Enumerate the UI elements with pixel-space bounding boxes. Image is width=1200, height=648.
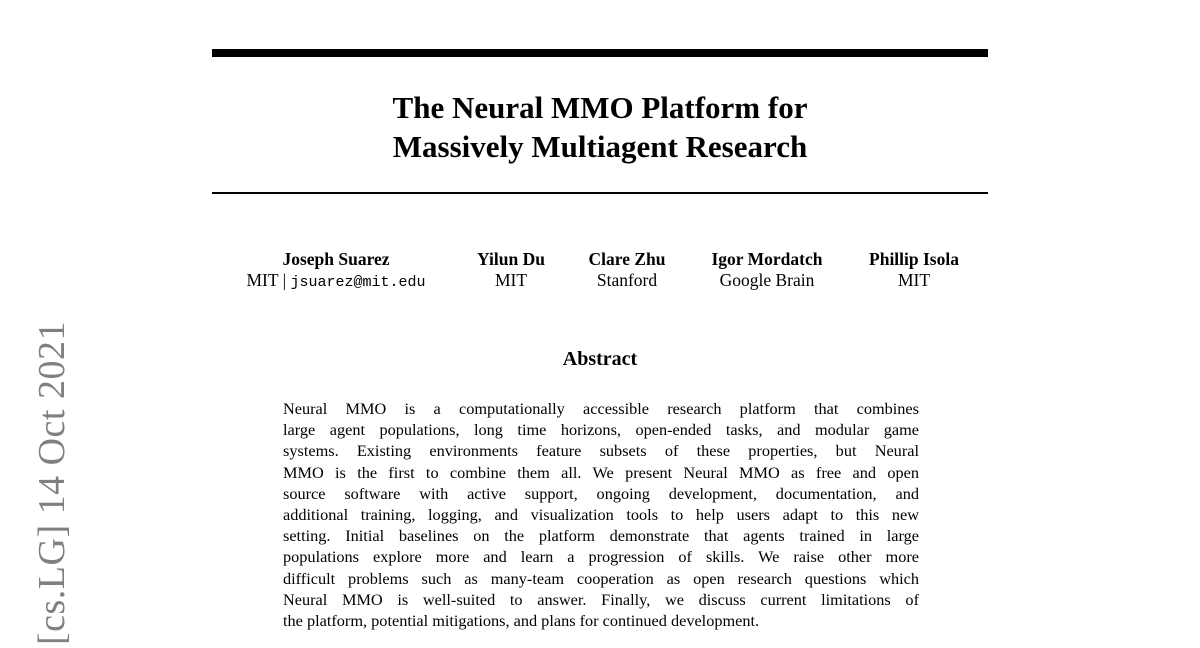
- author-affiliation: Google Brain: [719, 270, 815, 290]
- arxiv-side-stamp: [cs.LG] 14 Oct 2021: [31, 321, 73, 645]
- author-block-suarez: [232, 249, 440, 293]
- abstract-line: setting. Initial baselines on the platform demonstrate that agents trained in large: [283, 526, 919, 546]
- author-name: Phillip Isola: [869, 249, 959, 269]
- author-block-mordatch: [700, 249, 834, 291]
- author-affiliation: MIT: [897, 270, 931, 290]
- abstract-line: populations explore more and learn a progression of skills. We raise other more: [283, 547, 919, 567]
- author-block-isola: [859, 249, 969, 291]
- author-affiliation-text: MIT: [246, 270, 279, 290]
- abstract-body: [283, 398, 919, 631]
- author-affiliation: MIT | jsuarez@mit.edu: [246, 270, 426, 291]
- paper-title-line-1: The Neural MMO Platform for: [392, 90, 808, 125]
- abstract-line: systems. Existing environments feature subsets of these properties, but Neural: [283, 441, 919, 461]
- title-bottom-rule: [212, 192, 988, 194]
- author-affiliation: MIT: [494, 270, 528, 290]
- author-block-du: [468, 249, 554, 291]
- abstract-line: source software with active support, ongoing development, documentation, and: [283, 483, 919, 503]
- author-name: Yilun Du: [477, 249, 545, 269]
- abstract-line: difficult problems such as many-team cooperation as open research questions which: [283, 568, 919, 588]
- author-email: jsuarez@mit.edu: [290, 274, 426, 291]
- abstract-line: additional training, logging, and visualization tools to help users adapt to this new: [283, 504, 919, 524]
- author-name: Igor Mordatch: [711, 249, 823, 269]
- author-name: Joseph Suarez: [282, 249, 390, 269]
- paper-title: [212, 88, 988, 166]
- abstract-line: Neural MMO is a computationally accessible research platform that combines: [283, 399, 919, 418]
- abstract-line: large agent populations, long time horizons, open-ended tasks, and modular game: [283, 420, 919, 440]
- title-top-rule: [212, 49, 988, 57]
- abstract-line: MMO is the first to combine them all. We present Neural MMO as free and open: [283, 462, 919, 482]
- abstract-line: the platform, potential mitigations, and plans for continued development.: [283, 610, 760, 630]
- author-block-zhu: [579, 249, 675, 291]
- paper-title-line-2: Massively Multiagent Research: [392, 129, 808, 164]
- author-affiliation: Stanford: [596, 270, 658, 290]
- abstract-heading: Abstract: [562, 348, 638, 370]
- abstract-line: Neural MMO is well-suited to answer. Finally, we discuss current limitations of: [283, 589, 919, 609]
- author-name: Clare Zhu: [588, 249, 666, 269]
